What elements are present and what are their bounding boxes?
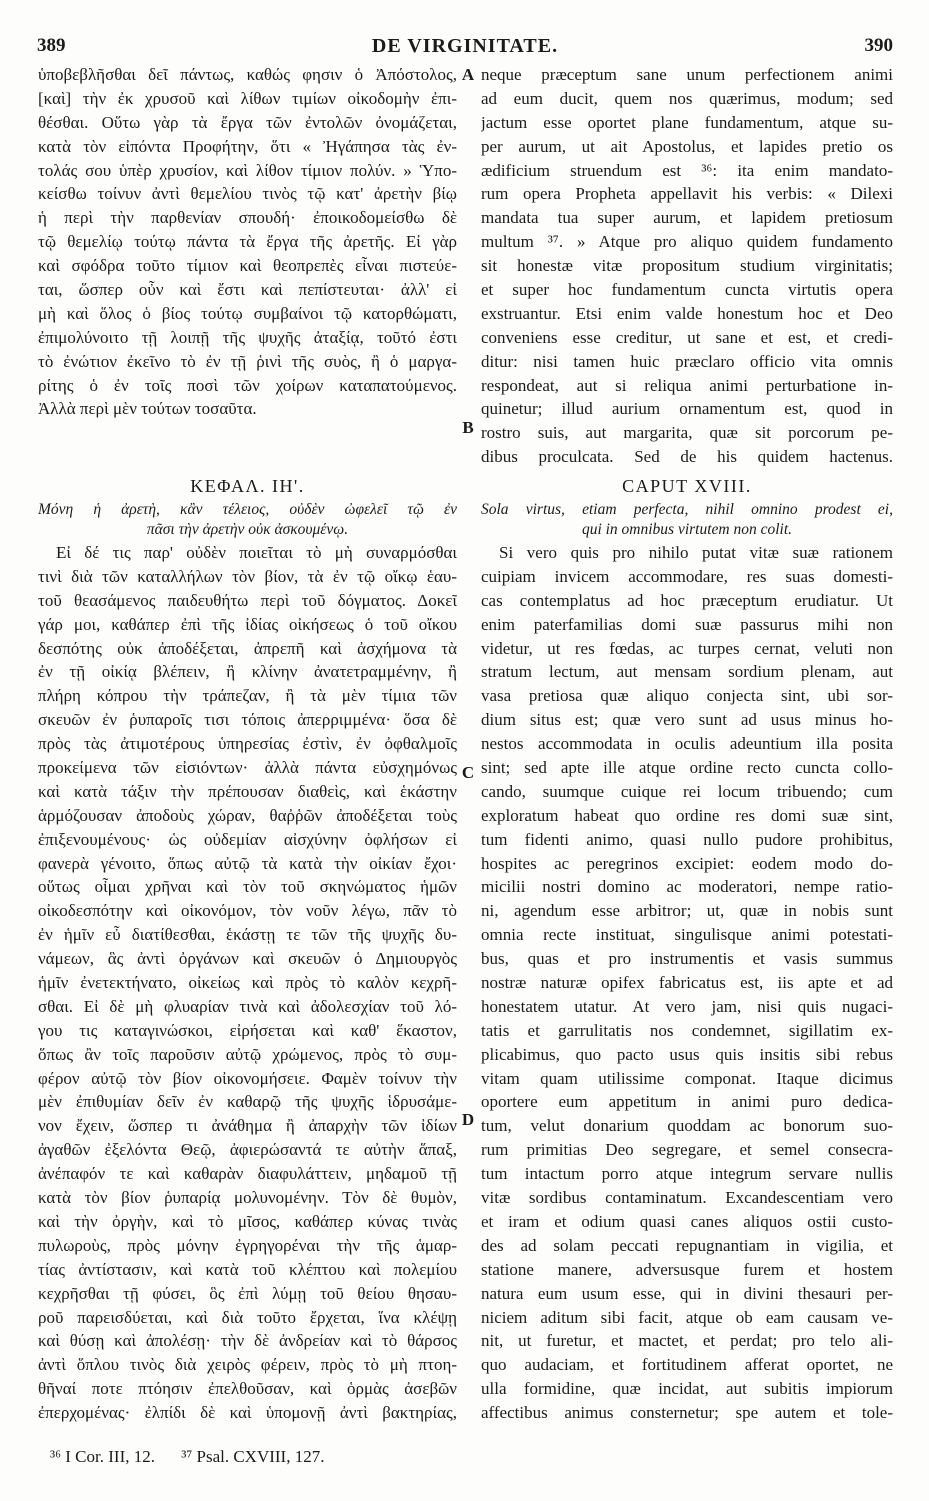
latin-text-line: ædificium struendum est ³⁶: ita enim mandato- — [481, 160, 893, 180]
margin-letter-b: B — [462, 418, 474, 437]
latin-text-line: cas contemplatus ad hoc præceptum erudiatur. Ut — [481, 590, 893, 610]
latin-text-line: stratum lectum, aut mensam sordium plenam, aut — [481, 662, 893, 682]
greek-summary-line: πᾶσι τὴν ἀρετὴν οὐκ ἀσκουμένῳ. — [146, 521, 349, 538]
latin-text-line: niciem aditum sibi facit, atque ob eam causam ve- — [481, 1307, 893, 1327]
greek-text-line: τίας ἀντίστασιν, καὶ κατὰ τοῦ κλέπτου καὶ πολεμίου — [38, 1259, 457, 1279]
running-title: DE VIRGINITATE. — [371, 35, 559, 57]
greek-text-line: κατὰ τὸν βίον ῥυπαρίᾳ μολυνομένην. Τὸν δὲ θυμὸν, — [38, 1188, 457, 1208]
greek-text-line: τῷ θεμελίῳ τούτῳ πάντα τὰ ἔργα τῆς ἀρετῆς. Εἰ γὰρ — [38, 232, 457, 252]
latin-text-line: micilii nostri domino ac moderatori, nempe ratio- — [481, 877, 893, 897]
latin-text-line: rum opera Propheta appellavit his verbis: « Dilexi — [481, 184, 893, 204]
latin-text-line: dibus proculcata. Sed de his quidem hactenus. — [481, 447, 893, 467]
greek-text-line: τοῦ θεασάμενος παιδευθήτω περὶ τοῦ δόγματος. Δοκεῖ — [38, 590, 457, 610]
latin-text-line: honestatem utatur. At vero jam, nisi quis nugaci- — [481, 996, 893, 1016]
greek-text-line: μὴ καὶ ὅλος ὁ βίος τούτῳ συμβαίνοι τῷ κατορθώματι, — [38, 303, 457, 323]
greek-text-line: ἐπερχομένας· ἐλπίδι δὲ καὶ ὑπομονῇ ἀντὶ βακτηρίας, — [38, 1403, 457, 1423]
greek-text-line: ἐν τῇ οἰκίᾳ βλέπειν, ἢ κλίνην ἀνατετραμμένην, ἢ — [38, 662, 457, 682]
latin-text-line: des ad solam peccati repugnantiam in vigilia, et — [481, 1235, 893, 1255]
greek-text-line: τινὶ διὰ τῶν καταλλήλων τὸν βίον, τὰ ἐν τῷ οἴκῳ ἑαυ- — [38, 566, 457, 586]
greek-text-line: ἁρμόζουσαν ἀποδοὺς χώραν, θαῤῥῶν ἀποδέξεται τοὺς — [38, 805, 457, 825]
latin-text-line: omnia recte instituat, singulisque animi potestati- — [481, 925, 893, 945]
latin-text-line: tum, velut donarium quoddam ac bonorum suo- — [481, 1116, 893, 1136]
margin-letter-d: D — [461, 1110, 475, 1129]
latin-text-line: hospites ac peregrinos excipiet: eodem modo do- — [481, 853, 893, 873]
footnote-36: ³⁶ I Cor. III, 12. — [50, 1447, 155, 1466]
greek-chapter-heading: ΚΕΦΑΛ. ΙΗ'. — [190, 476, 305, 496]
greek-text-line: σκευῶν ἐν ῥυπαροῖς τισι τόποις ἀπερριμμένα· ὅσα δὲ — [38, 710, 457, 730]
greek-text-line: ρίτης ὁ ἐν τοῖς ποσὶ τῶν χοίρων καταπατούμενος. — [38, 375, 457, 395]
greek-body-text — [38, 541, 457, 1425]
greek-text-line: [καὶ] τὴν ἐκ χρυσοῦ καὶ λίθων τιμίων οἰκοδομὴν ἐπι- — [38, 88, 457, 108]
latin-text-line: cuipiam invicem accommodare, res suas domesti- — [481, 566, 893, 586]
latin-text-line: plicabimus, quo pacto usus quis insitis sibi rebus — [481, 1044, 893, 1064]
greek-text-line: δεσπότης οὐκ ἀποδέξεται, ἀπρεπῆ καὶ ἀσχήμονα τὰ — [38, 638, 457, 658]
running-header — [37, 33, 893, 59]
greek-text-line: Ἀλλὰ περὶ μὲν τούτων τοσαῦτα. — [38, 399, 257, 419]
latin-chapter-summary — [481, 500, 893, 540]
latin-body-text — [481, 541, 893, 1425]
latin-text-line: cando, suumque cuique rei locum tribuendo; cum — [481, 781, 893, 801]
latin-text-line: statione manere, adversusque furem et hostem — [481, 1259, 893, 1279]
greek-text-line: ὅπως ἂν τοῖς παροῦσιν αὐτῷ χρώμενος, πρὸς τὸ συμ- — [38, 1044, 457, 1064]
greek-text-line: καὶ θύσῃ καὶ ἀπολέσῃ· τὴν δὲ ἀνδρείαν καὶ τὸ θάρσος — [38, 1331, 457, 1351]
latin-text-line: vitam quam utilissime componat. Itaque dicimus — [481, 1068, 893, 1088]
latin-text-line: enim paterfamilias domi suæ passurus mihi non — [481, 614, 893, 634]
greek-text-line: κατὰ τὸν εἰπόντα Προφήτην, ὅτι « Ἠγάπησα τὰς ἐν- — [38, 136, 457, 156]
greek-text-line: ὑποβεβλῆσθαι δεῖ πάντως, καθώς φησιν ὁ Ἀπόστολος, — [38, 65, 457, 84]
latin-text-line: rostro suis, aut margarita, quæ sit porcorum pe- — [481, 423, 893, 443]
latin-text-line: respondeat, aut si reliqua animi perturbatione in- — [481, 375, 893, 395]
latin-text-line: dium situs est; quæ vero sunt ad usus minus ho- — [481, 710, 893, 730]
latin-text-line: nit, ut furetur, et mactet, et perdat; pro telo ali- — [481, 1331, 893, 1351]
greek-text-line: πρὸς τὰς ἀτιμοτέρους ὑπηρεσίας ἐστὶν, ἐν ὀφθαλμοῖς — [38, 734, 457, 754]
greek-text-line: γάρ μοι, καθάπερ ἐπὶ τῆς ἰδίας οἰκήσεως ὁ τοῦ οἴκου — [38, 614, 457, 634]
greek-text-line: ἐπιμολύνοιτο τῇ λοιπῇ τῆς ψυχῆς ἀταξίᾳ, τοῦτό ἐστι — [38, 327, 457, 347]
latin-text-line: quo audaciam, et fortitudinem afferat oportet, ne — [481, 1355, 893, 1375]
margin-letter-a: A — [461, 65, 475, 84]
greek-summary-line: Μόνη ἡ ἀρετὴ, κἂν τέλειος, οὐδὲν ὠφελεῖ τῷ ἐν — [38, 501, 457, 518]
latin-text-line: et iram et odium quasi canes aliquos ostii custo- — [481, 1211, 893, 1231]
greek-text-line: μὲν ἐπιθυμίαν δεῖν ἐν καθαρῷ τῆς ψυχῆς ἱδρυσάμε- — [38, 1092, 457, 1112]
latin-text-line: rum primitias Deo segregare, et semel consecra- — [481, 1140, 893, 1160]
greek-text-line: πλήρη κόπρου τὴν τράπεζαν, ἢ τὰ μὲν τίμια τῶν — [38, 686, 457, 706]
latin-text-line: nostræ naturæ opifex fabricatus est, iis apte et ad — [481, 973, 893, 993]
greek-text-line: καὶ κατὰ τάξιν τὴν πρέπουσαν διαθεὶς, καὶ ἑκάστην — [38, 781, 457, 801]
greek-text-line: οὕτως οἶμαι χρῆναι καὶ τὸν τοῦ σκηνώματος ἡμῶν — [38, 877, 457, 897]
greek-text-line: προκείμενα τῶν εἰσιόντων· ἀλλὰ πάντα εὐσχημόνως — [38, 758, 457, 778]
latin-text-line: vitæ sordibus contaminatum. Excandescentiam vero — [481, 1188, 893, 1208]
greek-text-line: ἡ περὶ τὴν παρθενίαν σπουδή· ἐποικοδομείσθω δὲ — [38, 208, 457, 228]
latin-intro-text — [481, 63, 893, 469]
greek-text-line: οἰκοδεσπότην καὶ οἰκονόμον, τὸν νοῦν λέγω, πᾶν τὸ — [38, 901, 457, 921]
greek-text-line: ἡμῖν ἐνετεκτήνατο, οἰκείως καὶ πρὸς τὸ καλὸν κεχρῆ- — [38, 973, 457, 993]
latin-text-line: ni, agendum esse arbitror; ut, quæ in nobis sunt — [481, 901, 893, 921]
latin-text-line: per aurum, ut ait Apostolus, et lapides pretio os — [481, 136, 893, 156]
greek-intro-text — [38, 63, 457, 421]
latin-text-line: neque præceptum sane unum perfectionem animi — [481, 65, 893, 84]
latin-text-line: nestos accommodata in oculis adeuntium illa posita — [481, 734, 893, 754]
margin-letter-c: C — [461, 763, 475, 782]
greek-text-line: ἀντὶ ὅπλου τινὸς διὰ χειρὸς φέρειν, πρὸς τὸ μὴ πτοη- — [38, 1355, 457, 1375]
latin-chapter-heading: CAPUT XVIII. — [622, 476, 752, 496]
left-page-number: 389 — [37, 35, 66, 56]
greek-text-line: κεχρῆσθαι τῇ φύσει, ὃς ἐπὶ λύμῃ τοῦ θείου θησαυ- — [38, 1283, 457, 1303]
greek-text-line: ἀνέπαφόν τε καὶ καθαρὰν διαφυλάττειν, μηδαμοῦ τῇ — [38, 1164, 457, 1184]
greek-text-line: κείσθω τοίνυν ἀντὶ θεμελίου τινὸς τῷ κατ' ἀρετὴν βίῳ — [38, 184, 457, 204]
greek-text-line: νάμεων, ἃς ἀντὶ ὀργάνων καὶ σκευῶν ὁ Δημιουργὸς — [38, 949, 457, 969]
greek-text-line: καὶ τὴν ὀργὴν, καὶ τὸ μῖσος, καθάπερ κύνας τινὰς — [38, 1211, 457, 1231]
latin-text-line: ditur: nisi tamen huic præclaro officio vita omnis — [481, 351, 893, 371]
latin-text-line: mandata tua super aurum, et lapidem pretiosum — [481, 208, 893, 228]
greek-text-line: Εἰ δέ τις παρ' οὐδὲν ποιεῖται τὸ μὴ συναρμόσθαι — [56, 543, 457, 562]
latin-text-line: tum fidenti animo, quasi nullo pudore prohibitus, — [481, 829, 893, 849]
greek-text-line: ται, ὥσπερ οὖν καὶ ἔστι καὶ πεπίστευται· ἀλλ' εἰ — [38, 280, 457, 300]
latin-text-line: exstruantur. Etsi enim valde honestum hoc et Deo — [481, 303, 893, 323]
latin-text-line: sit honestæ vitæ propositum studium virginitatis; — [481, 256, 893, 276]
latin-text-line: et super hoc fundamentum cuncta virtutis opera — [481, 280, 893, 300]
greek-text-line: τὸ ἐνώτιον ἐκεῖνο τὸ ἐν τῇ ῥινὶ τῆς συὸς, ἢ ὁ μαργα- — [38, 351, 457, 371]
greek-text-line: ἀγαθῶν ἐξελόντα Θεῷ, ἀφιερώσαντά τε αὐτὴν ἅπαξ, — [38, 1140, 457, 1160]
greek-text-line: καὶ σφόδρα τοῦτο τίμιον καὶ θεοπρεπὲς εἶναι πιστεύε- — [38, 256, 457, 276]
latin-text-line: Si vero quis pro nihilo putat vitæ suæ rationem — [499, 543, 893, 562]
greek-text-line: φανερὰ γένοιτο, ὅπως αὐτῷ τὰ κατὰ τὴν οἰκίαν ἔχοι· — [38, 853, 457, 873]
greek-text-line: τολάς σου ὑπὲρ χρυσίον, καὶ λίθον τίμιον πολύν. » Ὑπο- — [38, 160, 457, 180]
latin-text-line: bus, quas et pro instrumentis et vasis summus — [481, 949, 893, 969]
greek-chapter-summary — [38, 500, 457, 540]
greek-text-line: θέσθαι. Οὕτω γὰρ τὰ ἔργα τῶν ἐντολῶν ὀνομάζεται, — [38, 112, 457, 132]
latin-text-line: jactum esse oportet plane fundamentum, atque su- — [481, 112, 893, 132]
greek-text-line: ἐπιξενουμένους· ὡς οὐδεμίαν αἰσχύνην ὀφλήσων εἰ — [38, 829, 457, 849]
latin-text-line: sint; sed apte ille atque ordine recto cuncta collo- — [481, 758, 893, 778]
latin-text-line: tatis et garrulitatis nos condemnet, sigillatim ex- — [481, 1020, 893, 1040]
greek-text-line: ἐν ἡμῖν εὖ διατίθεσθαι, ἑκάστῃ τε τῶν τῆς ψυχῆς δυ- — [38, 925, 457, 945]
greek-text-line: πυλωροὺς, πρὸς μόνην ἐγρηγορέναι τὴν τῆς ἁμαρ- — [38, 1235, 457, 1255]
latin-text-line: multum ³⁷. » Atque pro aliquo quidem fundamento — [481, 232, 893, 252]
latin-summary-line: qui in omnibus virtutem non colit. — [581, 521, 793, 538]
latin-text-line: exploratum habeat quo ordine res domi suæ sint, — [481, 805, 893, 825]
latin-text-line: videtur, ut res fœdas, ac turpes cernat, veluti non — [481, 638, 893, 658]
greek-text-line: σθαι. Εἰ δὲ μὴ φλυαρίαν τινὰ καὶ ἀδολεσχίαν τοῦ λό- — [38, 996, 457, 1016]
latin-text-line: natura eum usum esse, qui in divini thesauri per- — [481, 1283, 893, 1303]
latin-text-line: oportere eum appetitum in animi puro dedica- — [481, 1092, 893, 1112]
right-page-number: 390 — [864, 35, 893, 56]
latin-text-line: vasa pretiosa quæ aliquo conjecta sint, ubi sor- — [481, 686, 893, 706]
latin-text-line: conveniens esse creditur, ut sane et est, et credi- — [481, 327, 893, 347]
greek-text-line: νον ἔχειν, ὥσπερ τι ἀνάθημα ἢ ἀπαρχὴν τῶν ἰδίων — [38, 1116, 457, 1136]
latin-summary-line: Sola virtus, etiam perfecta, nihil omnino prodest ei, — [481, 501, 893, 518]
greek-text-line: ροῦ παρεισδύεται, καὶ διὰ τοῦτο ἔρχεται, ἵνα κλέψῃ — [38, 1307, 457, 1327]
latin-text-line: quinetur; illud aurium ornamentum est, quod in — [481, 399, 893, 419]
footnote-37: ³⁷ Psal. CXVIII, 127. — [181, 1447, 325, 1466]
latin-text-line: tum intactum porro atque integrum servare nullis — [481, 1164, 893, 1184]
greek-text-line: φέρον αὐτῷ τὸν βίον οἰκονομήσειε. Φαμὲν τοίνυν τὴν — [38, 1068, 457, 1088]
latin-text-line: ad eum ducit, quem nos quærimus, modum; sed — [481, 88, 893, 108]
greek-text-line: θῆναί ποτε πτόησιν ἐπελθοῦσαν, καὶ ὁρμὰς ἀσεβῶν — [38, 1379, 457, 1399]
latin-text-line: affectibus animus consternetur; spe autem et tole- — [481, 1403, 893, 1423]
latin-text-line: ulla formidine, quæ incidat, aut subitis impiorum — [481, 1379, 893, 1399]
greek-text-line: γου τις καταγινώσκοι, εἰρήσεται καὶ καθ' ἕκαστον, — [38, 1020, 457, 1040]
footnotes — [50, 1445, 650, 1469]
